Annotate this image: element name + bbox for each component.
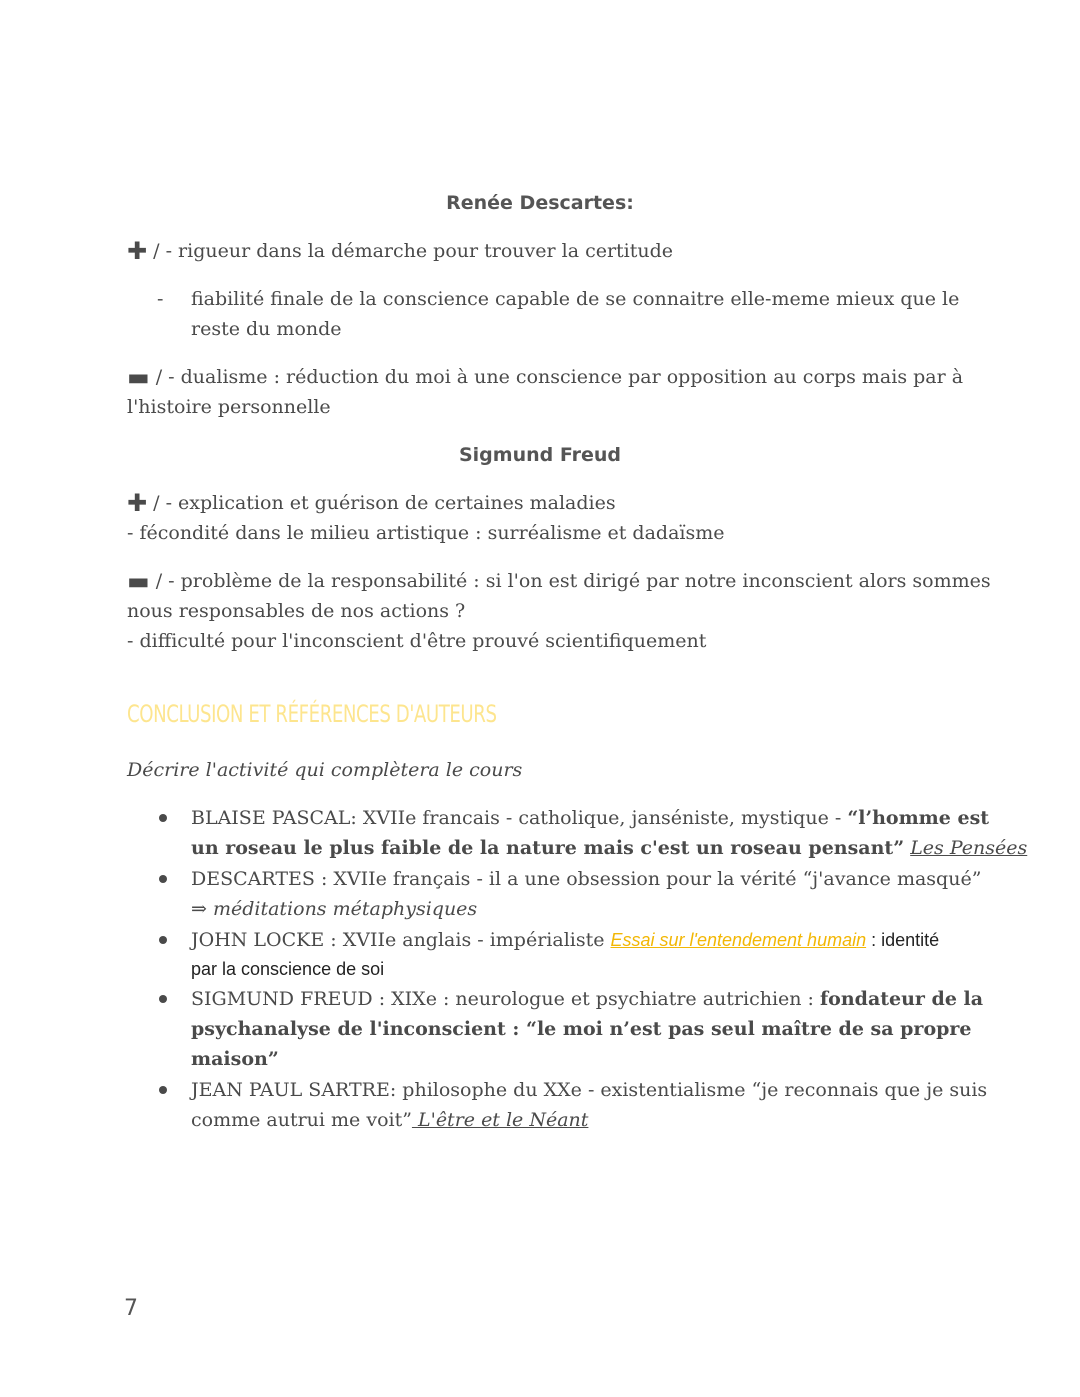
plus-icon: ✚ [127, 489, 148, 517]
list-item-freud-line-1 [191, 984, 983, 1014]
list-item-freud-line-3: maison” [191, 1048, 279, 1070]
freud-minus-line [127, 566, 991, 596]
freud-plus-line-2: - fécondité dans le milieu artistique : surréalisme et dadaïsme [127, 522, 725, 544]
descartes-heading: Renée Descartes: [446, 192, 634, 214]
freud-minus-line-2: nous responsables de nos actions ? [127, 600, 466, 622]
bullet-icon [159, 936, 167, 944]
bullet-icon [159, 1086, 167, 1094]
list-item-locke-line-1 [191, 925, 939, 955]
pascal-book-link[interactable]: Les Pensées [910, 837, 1028, 859]
freud-desc: SIGMUND FREUD : XIXe : neurologue et psychiatre autrichien : [191, 988, 820, 1010]
freud-plus-text: / - explication et guérison de certaines maladies [153, 492, 616, 514]
list-item-descartes-line-1: DESCARTES : XVIIe français - il a une obsession pour la vérité “j'avance masqué” [191, 868, 982, 890]
sartre-book-link[interactable]: L'être et le Néant [411, 1109, 589, 1131]
list-item-freud-line-2: psychanalyse de l'inconscient : “le moi n’est pas seul maître de sa propre [191, 1018, 972, 1040]
list-item-pascal-line-1 [191, 803, 989, 833]
locke-book-link[interactable]: Essai sur l'entendement humain [610, 930, 867, 950]
descartes-plus-text: / - rigueur dans la démarche pour trouver la certitude [153, 240, 674, 262]
bullet-icon [159, 814, 167, 822]
descartes-minus-line-2: l'histoire personnelle [127, 396, 331, 418]
list-item-sartre-line-1: JEAN PAUL SARTRE: philosophe du XXe - existentialisme “je reconnais que je suis [191, 1079, 988, 1101]
pascal-desc: BLAISE PASCAL: XVIIe francais - catholique, janséniste, mystique - [191, 807, 848, 829]
bullet-icon [159, 875, 167, 883]
page-number: 7 [124, 1296, 138, 1321]
locke-desc: JOHN LOCKE : XVIIe anglais - impérialiste [191, 929, 611, 951]
freud-heading: Sigmund Freud [458, 444, 621, 466]
descartes-minus-text: / - dualisme : réduction du moi à une conscience par opposition au corps mais par à [155, 366, 964, 388]
list-item-sartre-line-2 [191, 1105, 588, 1135]
list-item-descartes-line-2: ⇒ méditations métaphysiques [191, 898, 478, 920]
descartes-minus-line [127, 362, 963, 392]
bullet-icon [159, 995, 167, 1003]
descartes-plus-line [127, 236, 673, 266]
pascal-quote-end: un roseau le plus faible de la nature mais c'est un roseau pensant” [191, 837, 905, 859]
descartes-sub-line-1: fiabilité finale de la conscience capable de se connaitre elle-meme mieux que le [191, 288, 960, 310]
locke-identity: : identité [866, 930, 940, 950]
freud-minus-line-3: - difficulté pour l'inconscient d'être prouvé scientifiquement [127, 630, 707, 652]
dash-marker: - [157, 288, 164, 310]
conclusion-intro: Décrire l'activité qui complètera le cours [127, 759, 523, 781]
list-item-pascal-line-2 [191, 833, 1027, 863]
descartes-sub-line-2: reste du monde [191, 318, 342, 340]
freud-founder: fondateur de la [820, 988, 984, 1010]
minus-icon: ▬ [127, 567, 150, 595]
pascal-quote-start: “l’homme est [847, 807, 990, 829]
conclusion-heading: CONCLUSION ET RÉFÉRENCES D'AUTEURS [127, 700, 497, 728]
list-item-locke-line-2: par la conscience de soi [191, 959, 385, 979]
plus-icon: ✚ [127, 237, 148, 265]
freud-plus-line [127, 488, 616, 518]
minus-icon: ▬ [127, 363, 150, 391]
sartre-quote-end: comme autrui me voit” [191, 1109, 412, 1131]
freud-minus-text: / - problème de la responsabilité : si l'on est dirigé par notre inconscient alors sommes [155, 570, 991, 592]
